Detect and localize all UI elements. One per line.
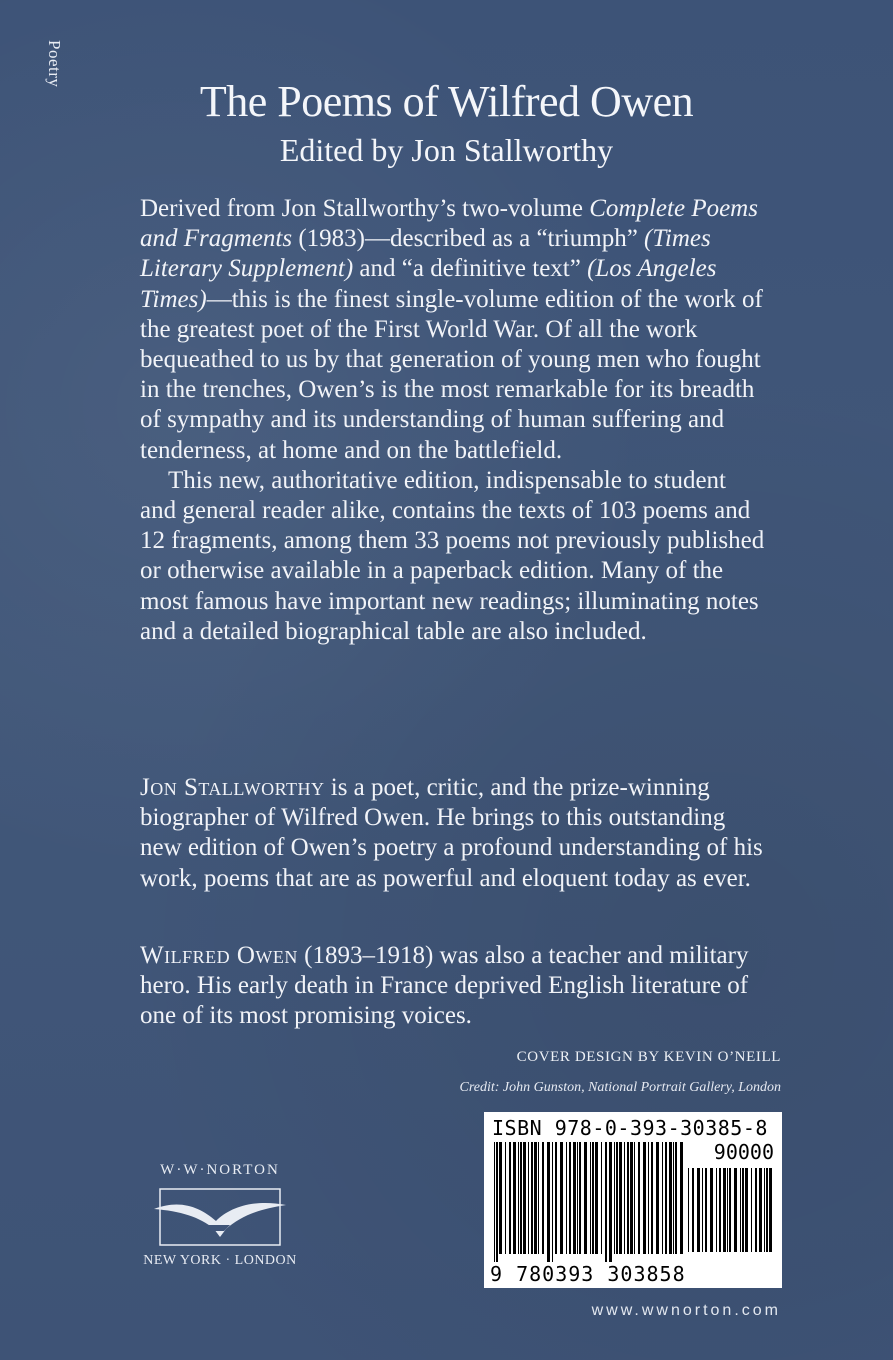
cover-design-credit: COVER DESIGN BY KEVIN O’NEILL bbox=[516, 1049, 781, 1065]
publisher-website: www.wwnorton.com bbox=[591, 1302, 781, 1319]
publisher-cities: NEW YORK · LONDON bbox=[143, 1253, 297, 1268]
editor-bio: Jon Stallworthy is a poet, critic, and the prize-winning biographer of Wilfred Owen. He brings to this outstanding new edition of Owen’s poetry a profound understanding of his work, poems that are as powerful and eloquent today as ever. bbox=[140, 774, 763, 892]
publisher-block bbox=[140, 1162, 300, 1269]
price-code: 90000 bbox=[713, 1140, 774, 1164]
isbn-number: ISBN 978-0-393-30385-8 bbox=[492, 1116, 768, 1140]
author-bio: Wilfred Owen (1893–1918) was also a teacher and military hero. His early death in France deprived English literature of one of its most promising voices. bbox=[140, 942, 749, 1030]
publisher-name: W·W·NORTON bbox=[160, 1162, 280, 1178]
book-editor: Edited by Jon Stallworthy bbox=[279, 132, 614, 168]
description-block bbox=[140, 194, 765, 647]
book-title: The Poems of Wilfred Owen bbox=[199, 77, 694, 126]
ean-barcode bbox=[494, 1142, 686, 1262]
category-label: Poetry bbox=[45, 40, 64, 88]
author-name: Wilfred Owen bbox=[140, 942, 298, 969]
price-addon-barcode bbox=[688, 1168, 772, 1260]
description-paragraph-1: Derived from Jon Stallworthy’s two-volume Complete Poems and Fragments (1983)—described as a “triumph” (Times Literary Supplement) and “a definitive text” (Los Angeles Times)—this is the finest single-volume edition of the work of the greatest poet of the First World War. Of all the work bequeathed to us by that generation of young men who fought in the trenches, Owen’s is the most remarkable for its breadth of sympathy and its understanding of human suffering and tenderness, at home and on the battlefield. bbox=[140, 195, 763, 464]
seagull-logo-icon bbox=[150, 1185, 290, 1249]
ean-number: 9 780393 303858 bbox=[490, 1262, 686, 1286]
barcode-label bbox=[484, 1112, 782, 1288]
editor-name: Jon Stallworthy bbox=[140, 774, 325, 801]
description-paragraph-2: This new, authoritative edition, indispensable to student and general reader alike, contains the texts of 103 poems and 12 fragments, among them 33 poems not previously published or otherwise available in a paperback edition. Many of the most famous have important new readings; illuminating notes and a detailed biographical table are also included. bbox=[140, 466, 765, 645]
photo-credit: Credit: John Gunston, National Portrait Gallery, London bbox=[459, 1080, 781, 1095]
